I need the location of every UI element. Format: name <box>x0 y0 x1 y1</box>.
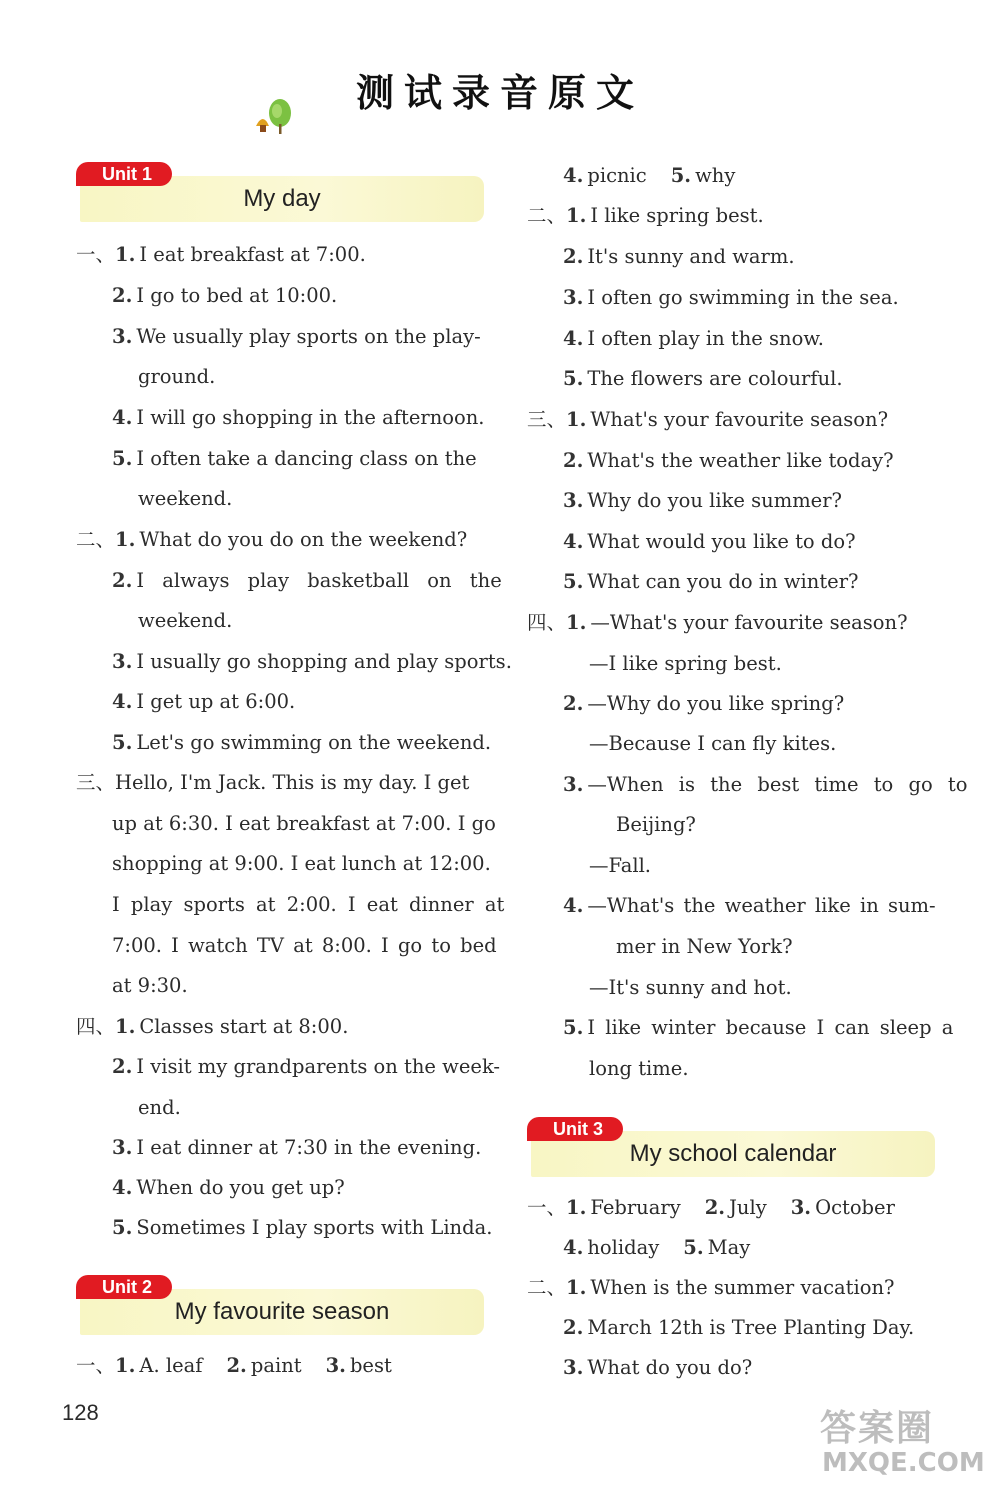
u1-s4-item2: 2. I visit my grandparents on the week- <box>112 1055 501 1078</box>
u2-s4-item3-answer: —Fall. <box>589 854 652 877</box>
u1-s4-item1: 四、1. Classes start at 8:00. <box>76 1015 349 1038</box>
u2-s4-item5-cont: long time. <box>589 1057 689 1080</box>
unit3-tag: Unit 3 <box>527 1117 623 1141</box>
u1-s1-item3-cont: ground. <box>138 365 216 388</box>
u1-s1-item1: 一、1. I eat breakfast at 7:00. <box>76 243 366 266</box>
u2-s3-item1: 三、1. What's your favourite season? <box>527 408 889 431</box>
u1-s2-item2-cont: weekend. <box>138 609 233 632</box>
u3-s2-item3: 3. What do you do? <box>563 1356 753 1379</box>
u1-s3-line3: shopping at 9:00. I eat lunch at 12:00. <box>112 852 491 875</box>
watermark: 答案圈 MXQE.COM <box>820 1408 985 1478</box>
unit1-tag: Unit 1 <box>76 162 172 186</box>
u1-s1-item2: 2. I go to bed at 10:00. <box>112 284 338 307</box>
tree-icon <box>254 98 296 136</box>
u2-s4-item4-answer: —It's sunny and hot. <box>589 976 792 999</box>
u2-s2-item5: 5. The flowers are colourful. <box>563 367 843 390</box>
unit3-header <box>527 1117 937 1181</box>
unit2-title: My favourite season <box>174 1298 390 1325</box>
u1-s3-line4: I play sports at 2:00. I eat dinner at <box>112 893 505 916</box>
u2-s4-item3-cont: Beijing? <box>616 813 696 836</box>
u2-s4-item2: 2. —Why do you like spring? <box>563 692 845 715</box>
unit3-title: My school calendar <box>629 1140 837 1167</box>
unit2-header <box>76 1275 486 1339</box>
u1-s3-line5: 7:00. I watch TV at 8:00. I go to bed <box>112 934 497 957</box>
page-title: 测试录音原文 <box>355 71 644 115</box>
u1-s4-item2-cont: end. <box>138 1096 181 1119</box>
u2-s4-item4: 4. —What's the weather like in sum- <box>563 894 936 917</box>
u1-s2-item1: 二、1. What do you do on the weekend? <box>76 528 468 551</box>
u1-s3-line1: 三、Hello, I'm Jack. This is my day. I get <box>76 771 470 794</box>
u2-s3-item3: 3. Why do you like summer? <box>563 489 843 512</box>
u3-s2-item1: 二、1. When is the summer vacation? <box>527 1276 895 1299</box>
u1-s3-line6: at 9:30. <box>112 974 188 997</box>
u2-s4-item4-cont: mer in New York? <box>616 935 793 958</box>
u2-s3-item5: 5. What can you do in winter? <box>563 570 859 593</box>
u2-s4-item3: 3. —When is the best time to go to <box>563 773 968 796</box>
u1-s4-item5: 5. Sometimes I play sports with Linda. <box>112 1216 493 1239</box>
u1-s2-item3: 3. I usually go shopping and play sports. <box>112 650 512 673</box>
u1-s2-item4: 4. I get up at 6:00. <box>112 690 296 713</box>
u1-s2-item2: 2. I always play basketball on the <box>112 569 502 592</box>
u2-s4-item1: 四、1. —What's your favourite season? <box>527 611 908 634</box>
page-number: 128 <box>62 1400 99 1425</box>
u2-s1-row2: 4. picnic 5. why <box>563 164 736 187</box>
u2-s2-item3: 3. I often go swimming in the sea. <box>563 286 899 309</box>
u1-s4-item3: 3. I eat dinner at 7:30 in the evening. <box>112 1136 482 1159</box>
u3-s2-item2: 2. March 12th is Tree Planting Day. <box>563 1316 915 1339</box>
unit2-tag: Unit 2 <box>76 1275 172 1299</box>
u2-s4-item2-answer: —Because I can fly kites. <box>589 732 837 755</box>
unit1-title: My day <box>243 185 321 212</box>
u1-s1-item3: 3. We usually play sports on the play- <box>112 325 481 348</box>
u1-s2-item5: 5. Let's go swimming on the weekend. <box>112 731 492 754</box>
u2-s2-item1: 二、1. I like spring best. <box>527 204 764 227</box>
u1-s1-item4: 4. I will go shopping in the afternoon. <box>112 406 485 429</box>
u2-s2-item2: 2. It's sunny and warm. <box>563 245 795 268</box>
u2-s3-item2: 2. What's the weather like today? <box>563 449 894 472</box>
u1-s4-item4: 4. When do you get up? <box>112 1176 345 1199</box>
u2-s1-row1: 一、1. A. leaf 2. paint 3. best <box>76 1354 392 1377</box>
u3-s1-row1: 一、1. February 2. July 3. October <box>527 1196 895 1219</box>
u2-s4-item1-answer: —I like spring best. <box>589 652 782 675</box>
unit1-header <box>76 162 486 226</box>
u1-s3-line2: up at 6:30. I eat breakfast at 7:00. I go <box>112 812 496 835</box>
u2-s2-item4: 4. I often play in the snow. <box>563 327 824 350</box>
u2-s3-item4: 4. What would you like to do? <box>563 530 856 553</box>
u3-s1-row2: 4. holiday 5. May <box>563 1236 751 1259</box>
u1-s1-item5-cont: weekend. <box>138 487 233 510</box>
u1-s1-item5: 5. I often take a dancing class on the <box>112 447 477 470</box>
u2-s4-item5: 5. I like winter because I can sleep a <box>563 1016 954 1039</box>
